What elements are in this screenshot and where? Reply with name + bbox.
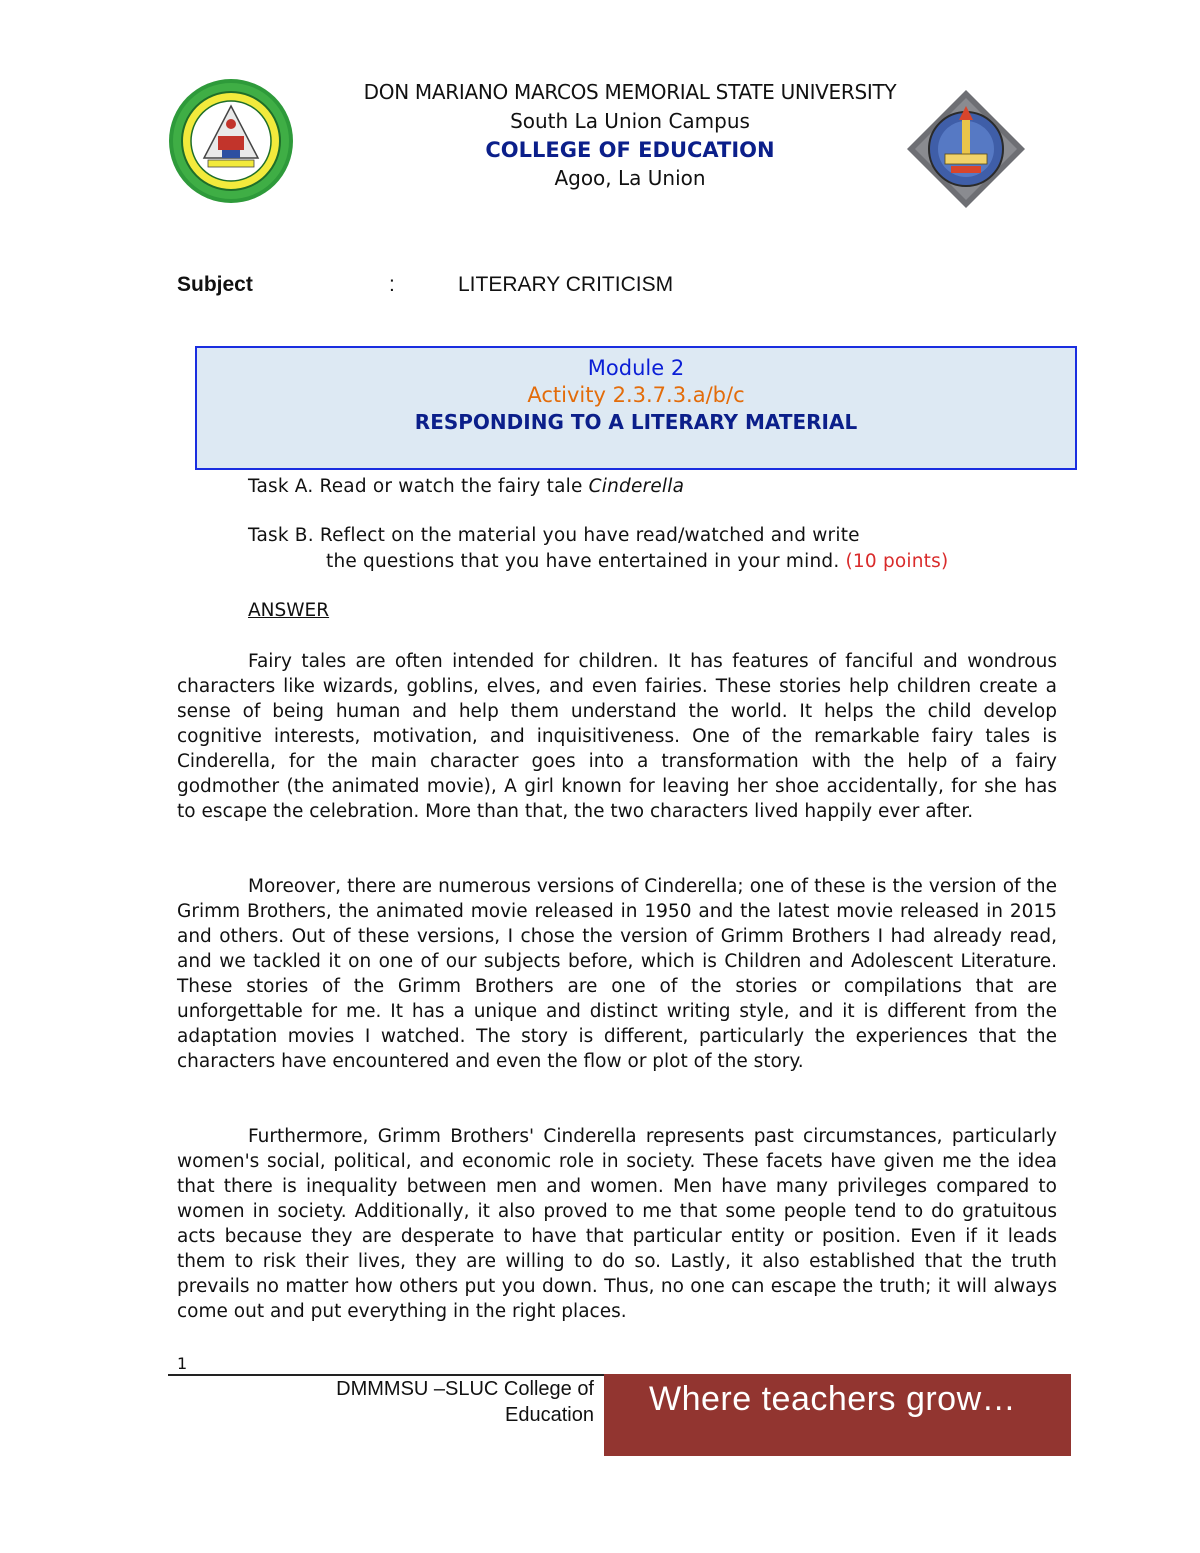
task-b-line-1: Task B. Reflect on the material you have read/watched and write xyxy=(248,525,860,546)
subject-label: Subject xyxy=(177,273,253,296)
activity-title: RESPONDING TO A LITERARY MATERIAL xyxy=(414,410,858,434)
task-a-text: Task A. Read or watch the fairy tale xyxy=(248,476,589,497)
task-a-title: Cinderella xyxy=(588,476,685,497)
university-name: DON MARIANO MARCOS MEMORIAL STATE UNIVERSITY xyxy=(363,80,897,104)
answer-paragraph-2: Moreover, there are numerous versions of Cinderella; one of these is the version of the Grimm Brothers, the animated movie released in 1950 and the latest movie released in 2015 and others. Out of these versions, I chose the version of Grimm Brothers I had already read, and we tackled it on one of our subjects before, which is Children and Adolescent Literature. These stories of the Grimm Brothers are one of the stories or compilations that are unforgettable for me. It has a unique and distinct writing style, and it is different from the adaptation movies I watched. The story is different, particularly the experiences that the characters have encountered and even the flow or plot of the story. xyxy=(177,876,1057,1072)
task-b-line-2 xyxy=(326,551,948,572)
footer-org-line-2: Education xyxy=(505,1404,594,1426)
university-seal-logo xyxy=(168,78,294,204)
answer-heading: ANSWER xyxy=(248,600,330,621)
task-b-text: the questions that you have entertained in your mind. xyxy=(326,551,846,572)
footer-tagline-band xyxy=(604,1374,1071,1456)
dmmmsu-seal-icon xyxy=(168,78,294,204)
footer-organization xyxy=(300,1376,594,1428)
task-a xyxy=(248,476,684,497)
footer-tagline: Where teachers grow… xyxy=(649,1380,1017,1418)
module-number: Module 2 xyxy=(587,356,685,380)
module-box xyxy=(195,346,1077,470)
campus-location: Agoo, La Union xyxy=(554,166,706,190)
footer-org-line-1: DMMMSU –SLUC College of xyxy=(336,1378,594,1400)
task-b-points: (10 points) xyxy=(845,551,949,572)
subject-value: LITERARY CRITICISM xyxy=(458,273,674,296)
answer-paragraph-3: Furthermore, Grimm Brothers' Cinderella represents past circumstances, particularly women's social, political, and economic role in society. These facets have given me the idea that there is inequality between men and women. Men have many privileges compared to women in society. Additionally, it also proved to me that some people tend to do gratuitous acts because they are desperate to have that particular entity or position. Even if it leads them to risk their lives, they are willing to do so. Lastly, it also established that the truth prevails no matter how others put you down. Thus, no one can escape the truth; it will always come out and put everything in the right places. xyxy=(177,1126,1057,1322)
campus-name: South La Union Campus xyxy=(510,109,750,133)
page-number: 1 xyxy=(177,1354,188,1373)
activity-code: Activity 2.3.7.3.a/b/c xyxy=(527,383,745,407)
college-name: COLLEGE OF EDUCATION xyxy=(485,138,775,162)
answer-paragraph-1: Fairy tales are often intended for children. It has features of fanciful and wondrous characters like wizards, goblins, elves, and even fairies. These stories help children create a sense of being human and help them understand the world. It helps the child develop cognitive interests, motivation, and inquisitiveness. One of the remarkable fairy tales is Cinderella, for the main character goes into a transformation with the help of a fairy godmother (the animated movie), A girl known for leaving her shoe accidentally, for she has to escape the celebration. More than that, the two characters lived happily ever after. xyxy=(177,651,1057,822)
subject-colon: : xyxy=(389,273,395,296)
